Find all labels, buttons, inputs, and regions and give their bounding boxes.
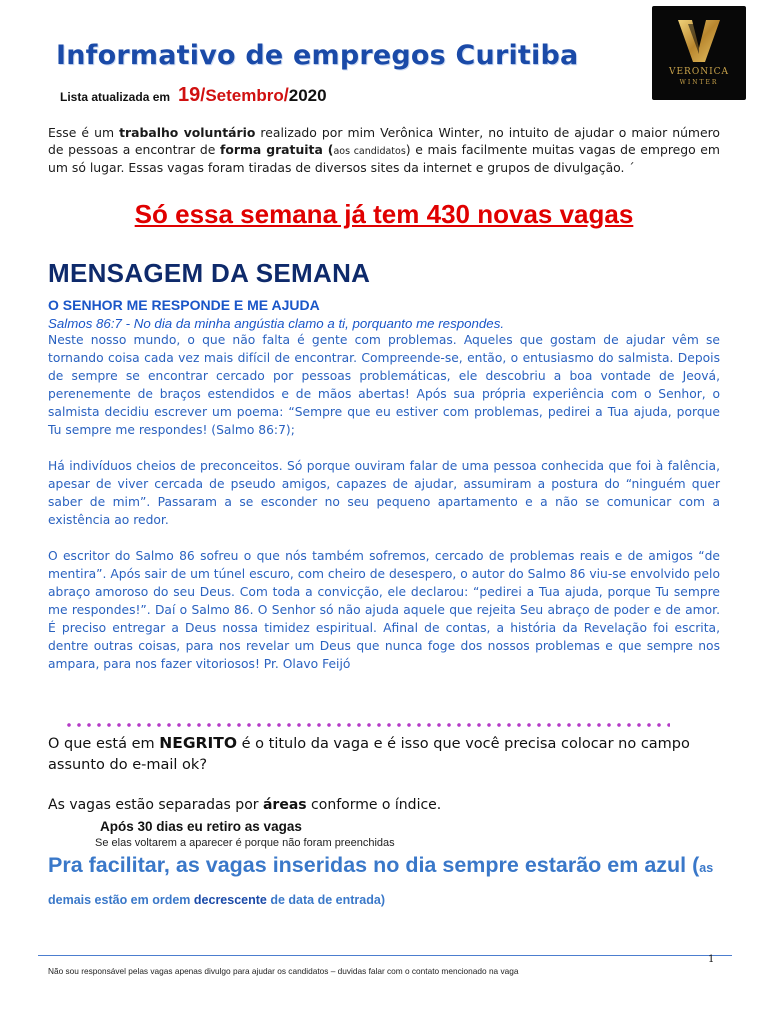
- bold-title-instruction: [48, 733, 720, 776]
- update-label: Lista atualizada em: [60, 90, 171, 104]
- date-slash: /: [200, 85, 206, 105]
- message-paragraph: Há indivíduos cheios de preconceitos. Só porque ouviram falar de uma pessoa conhecida que foi à falência, apesar de viver cercada de pseudo amigos, capazes de ajudar, assumiram a postura do “ninguém quer saber de mim”. Passaram a se esconder no seu pequeno apartamento e a não se comunicar com a existência ao redor.: [48, 459, 720, 527]
- date-slash: /: [283, 85, 289, 105]
- star-divider: [64, 722, 670, 728]
- intro-bold-free: forma gratuita (: [219, 141, 334, 157]
- update-month: Setembro: [205, 86, 284, 105]
- intro-paragraph: [48, 125, 720, 177]
- note-bold-negrito: NEGRITO: [159, 734, 238, 752]
- footer-rule: [38, 955, 732, 956]
- intro-text: Esse é um: [48, 125, 120, 140]
- areas-instruction: [48, 797, 441, 813]
- update-year: 2020: [288, 86, 327, 105]
- update-day: 19: [178, 84, 201, 106]
- note-text: de data de entrada: [266, 893, 381, 907]
- note-bold-areas: áreas: [262, 797, 307, 813]
- message-verse: Salmos 86:7 - No dia da minha angústia clamo a ti, porquanto me respondes.: [48, 316, 505, 331]
- message-subtitle: O SENHOR ME RESPONDE E ME AJUDA: [48, 297, 320, 313]
- message-paragraph: O escritor do Salmo 86 sofreu o que nós também sofremos, cercado de problemas reais e de amigos “de mentira”. Após sair de um túnel escuro, com cheiro de desespero, o autor do Salmo 86 viu-se envolvido pelo abraço amoroso do seu Deus. Com toda a convicção, ele declarou: “pedirei a Tua ajuda, porque Tu sempre me respondes!”. Daí o Salmo 86. O Senhor só não ajuda aquele que rejeita Seu abraço de poder e de amor. É preciso entregar a Deus nossa timidez espiritual. Afinal de contas, a história da Revelação foi escrita, dentre outras coisas, para nos revelar um Deus que nunca foge dos nossos problemas e que sempre nos ampara, para nos fazer vitoriosos! Pr. Olavo Feijó: [48, 549, 720, 671]
- message-paragraph: Neste nosso mundo, o que não falta é gente com problemas. Aqueles que gostam de ajudar vêm se tornando coisa cada vez mais difícil de encontrar. Compreende-se, então, o entusiasmo do salmista. Depois de sempre se encontrar cercado por pessoas problemáticas, ele descobriu a boa vontade de Jeová, perenemente de braços estendidos e de mãos abertas! Após sua própria experiência com o Senhor, o salmista decidiu escrever um poema: “Sempre que eu estiver com problemas, pedirei a Tua ajuda, porque Tu sempre me respondes! (Salmo 86:7);: [48, 333, 720, 437]
- veronica-winter-logo: [652, 6, 746, 100]
- intro-small-candidates: aos candidatos: [333, 145, 406, 157]
- removal-note: Após 30 dias eu retiro as vagas: [100, 819, 302, 834]
- page-number: 1: [708, 954, 715, 965]
- blue-note-main: Pra facilitar, as vagas inseridas no dia sempre estarão em azul (: [48, 853, 700, 877]
- blue-jobs-note: [48, 851, 728, 915]
- note-text: é o titulo da vaga e é isso que você precisa colocar no campo assunto do e-mail ok?: [48, 736, 690, 773]
- note-text: As vagas estão separadas por: [48, 797, 263, 813]
- note-text: O que está em: [48, 736, 160, 752]
- new-jobs-headline: Só essa semana já tem 430 novas vagas: [134, 199, 634, 229]
- logo-name: VERONICA: [668, 67, 730, 77]
- note-text: conforme o índice.: [306, 797, 442, 813]
- logo-subtitle: WINTER: [679, 79, 719, 86]
- update-date-line: [60, 84, 327, 107]
- intro-bold-voluntary: trabalho voluntário: [119, 125, 256, 140]
- note-bold-decrescente: decrescente: [193, 893, 267, 907]
- message-title: MENSAGEM DA SEMANA: [48, 258, 371, 288]
- document-title: Informativo de empregos Curitiba: [56, 40, 579, 71]
- note-text: as demais estão em ordem: [48, 861, 714, 907]
- intro-text: ) e mais facilmente muitas vagas de emprego em um só lugar. Essas vagas foram tiradas de diversos sites da internet e grupos de divulgação. ´: [48, 141, 720, 175]
- footer-disclaimer: Não sou responsável pelas vagas apenas divulgo para ajudar os candidatos – duvidas falar com o contato mencionado na vaga: [48, 966, 519, 976]
- v-monogram-icon: [678, 18, 720, 64]
- message-body: [48, 331, 720, 691]
- intro-text: realizado por mim Verônica Winter, no intuito de ajudar o maior número de pessoas a encontrar de: [48, 125, 721, 157]
- note-text: ): [380, 893, 385, 907]
- reappear-note: Se elas voltarem a aparecer é porque não foram preenchidas: [95, 837, 395, 849]
